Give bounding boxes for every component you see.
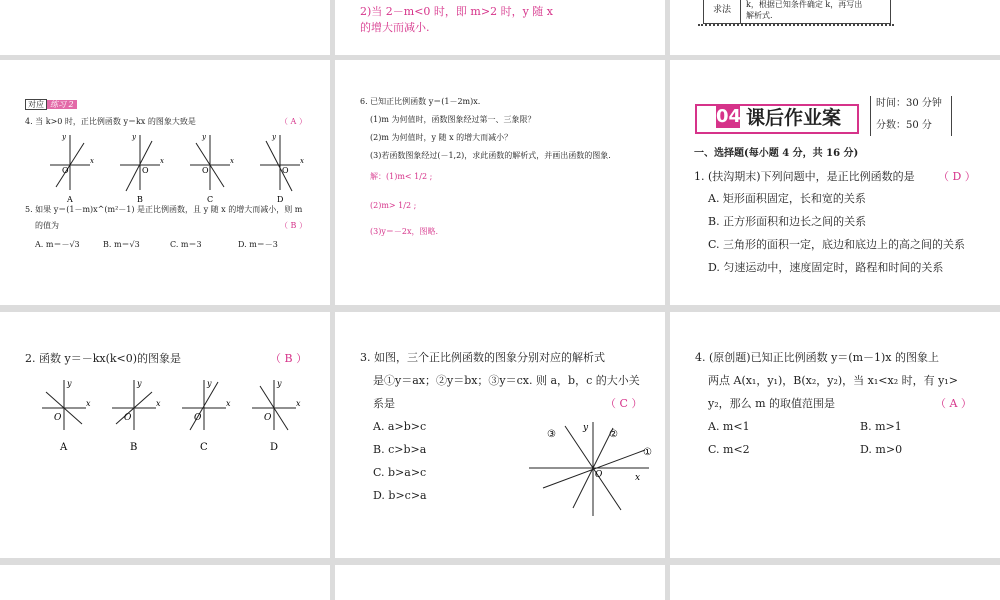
answer-line-2: 的增大而减小.	[360, 21, 430, 34]
practice-tag	[25, 99, 77, 110]
method-table	[703, 0, 891, 24]
question-5-line-1: 5. 如果 y＝(1－m)x^(m²－1) 是正比例函数，且 y 随 x 的增大而减小，则 m	[25, 205, 303, 214]
svg-text:y: y	[272, 133, 276, 141]
svg-text:O: O	[194, 413, 202, 423]
homework-option-a: A. 矩形面积固定，长和宽的关系	[708, 192, 866, 205]
svg-text:y: y	[202, 133, 206, 141]
panel-question-3	[335, 312, 665, 558]
q3-graph	[525, 420, 665, 520]
panel-question-4-original	[670, 312, 1000, 558]
q4b-option-b: B. m>1	[860, 420, 902, 433]
svg-text:y: y	[67, 379, 72, 388]
svg-text:O: O	[142, 166, 149, 175]
answer-6-2: (2)m> 1/2 ;	[370, 201, 417, 210]
tag-corresponding: 对应	[25, 99, 47, 110]
svg-text:x: x	[160, 157, 164, 165]
q2-graph-D	[252, 379, 301, 453]
q2-graph-A	[42, 379, 91, 453]
svg-text:y: y	[132, 133, 136, 141]
svg-text:O: O	[124, 413, 132, 423]
time-limit: 时间：30 分钟	[876, 98, 942, 109]
question-5-line-2: 的值为	[35, 221, 59, 230]
question-4b-answer: （ A ）	[935, 397, 972, 410]
svg-text:x: x	[226, 399, 231, 408]
q2-label-D: D	[270, 442, 279, 453]
question-3-line-2: 是①y＝ax；②y＝bx；③y＝cx. 则 a，b，c 的大小关	[373, 374, 640, 387]
svg-text:x: x	[296, 399, 301, 408]
question-4: 4. 当 k>0 时，正比例函数 y＝kx 的图象大致是	[25, 117, 196, 126]
q5-option-a: A. m＝－√3	[35, 240, 80, 249]
answer-6-1: 解：(1)m< 1/2 ;	[370, 172, 433, 181]
question-6: 6. 已知正比例函数 y＝(1－2m)x.	[360, 97, 481, 106]
graph-label-C: C	[207, 195, 214, 204]
svg-text:x: x	[156, 399, 161, 408]
q2-graph-B	[112, 379, 161, 453]
answer-6-3: (3)y＝－2x，图略.	[370, 227, 438, 236]
section-number: 04	[716, 106, 742, 127]
homework-option-b: B. 正方形面积和边长之间的关系	[708, 215, 867, 228]
question-2-answer: （ B ）	[270, 352, 308, 365]
section-title: 课后作业案	[746, 107, 842, 129]
graph-C	[190, 133, 234, 204]
question-4b-line-2: 两点 A(x₁，y₁)，B(x₂，y₂)，当 x₁<x₂ 时，有 y₁>	[708, 374, 958, 387]
q4b-option-a: A. m<1	[708, 420, 750, 433]
question-6-part-2: (2)m 为何值时，y 随 x 的增大而减小？	[370, 133, 513, 142]
score-total: 分数：50 分	[876, 120, 932, 131]
question-3-answer: （ C ）	[605, 397, 643, 410]
svg-text:O: O	[62, 166, 69, 175]
panel-top-mid	[335, 0, 665, 55]
svg-text:x: x	[635, 473, 641, 483]
dotted-border	[698, 24, 894, 26]
question-5-answer: （ B ）	[280, 221, 307, 230]
q3-mark-3: ③	[547, 429, 556, 440]
svg-text:x: x	[86, 399, 91, 408]
homework-option-d: D. 匀速运动中，速度固定时，路程和时间的关系	[708, 261, 944, 274]
panel-top-left	[0, 0, 330, 55]
svg-text:x: x	[230, 157, 234, 165]
q3-option-d: D. b>c>a	[373, 489, 427, 502]
graph-label-A: A	[67, 195, 73, 204]
graph-B	[120, 133, 164, 204]
q3-mark-2: ②	[609, 429, 618, 440]
question-3-line-1: 3. 如图，三个正比例函数的图象分别对应的解析式	[360, 351, 605, 364]
graph-label-B: B	[137, 195, 143, 204]
q5-option-b: B. m＝√3	[103, 240, 140, 249]
svg-text:y: y	[583, 423, 589, 433]
question-2: 2. 函数 y＝－kx(k<0)的图象是	[25, 352, 182, 365]
q2-label-B: B	[130, 442, 138, 453]
q5-option-d: D. m＝－3	[238, 240, 278, 249]
method-text	[746, 0, 862, 21]
svg-text:y: y	[277, 379, 282, 388]
svg-text:O: O	[202, 166, 209, 175]
panel-practice-4-5	[0, 60, 330, 305]
question-4b-line-3: y₂，那么 m 的取值范围是	[708, 397, 836, 410]
panel-bottom-left	[0, 565, 330, 600]
homework-question-1-answer: （ D ）	[938, 170, 976, 183]
q2-graphs	[0, 374, 330, 454]
q3-mark-1: ①	[643, 447, 652, 458]
question-6-part-3: (3)若函数图象经过(－1,2)，求此函数的解析式，并画出函数的图象.	[370, 151, 611, 160]
answer-line-1: 2)当 2－m<0 时，即 m>2 时，y 随 x	[360, 5, 553, 18]
method-label: 求法	[704, 0, 741, 23]
q3-option-c: C. b>a>c	[373, 466, 427, 479]
svg-text:x: x	[300, 157, 304, 165]
svg-text:x: x	[90, 157, 94, 165]
question-6-part-1: (1)m 为何值时，函数图象经过第一、三象限？	[370, 115, 536, 124]
method-text-1: k，根据已知条件确定 k，再写出	[746, 0, 863, 9]
panel-question-2	[0, 312, 330, 558]
panel-bottom-mid	[335, 565, 665, 600]
svg-text:O: O	[264, 413, 272, 423]
tag-practice: 练习 2	[47, 100, 77, 109]
svg-text:O: O	[282, 166, 289, 175]
q2-graph-C	[182, 379, 231, 453]
q2-label-C: C	[200, 442, 208, 453]
q3-option-a: A. a>b>c	[373, 420, 427, 433]
method-text-2: 解析式.	[746, 11, 773, 21]
svg-text:y: y	[62, 133, 66, 141]
q5-option-c: C. m＝3	[170, 240, 202, 249]
q2-label-A: A	[60, 442, 68, 453]
homework-option-c: C. 三角形的面积一定，底边和底边上的高之间的关系	[708, 238, 966, 251]
graph-A	[50, 133, 94, 204]
question-4-answer: （ A ）	[280, 117, 307, 126]
svg-text:y: y	[207, 379, 212, 388]
homework-question-1: 1. (扶沟期末)下列问题中，是正比例函数的是	[694, 170, 915, 183]
q3-option-b: B. c>b>a	[373, 443, 427, 456]
svg-text:y: y	[137, 379, 142, 388]
graph-label-D: D	[277, 195, 284, 204]
question-3-line-3: 系是	[373, 397, 395, 410]
svg-text:O: O	[54, 413, 62, 423]
panel-question-6	[335, 60, 665, 305]
panel-top-right	[670, 0, 1000, 55]
q4b-option-c: C. m<2	[708, 443, 750, 456]
graph-D	[260, 133, 304, 204]
question-4b-line-1: 4. (原创题)已知正比例函数 y＝(m－1)x 的图象上	[695, 351, 939, 364]
section-choice-heading: 一、选择题(每小题 4 分，共 16 分)	[694, 148, 859, 159]
panel-bottom-right	[670, 565, 1000, 600]
svg-text:O: O	[595, 470, 603, 480]
q4b-option-d: D. m>0	[860, 443, 903, 456]
